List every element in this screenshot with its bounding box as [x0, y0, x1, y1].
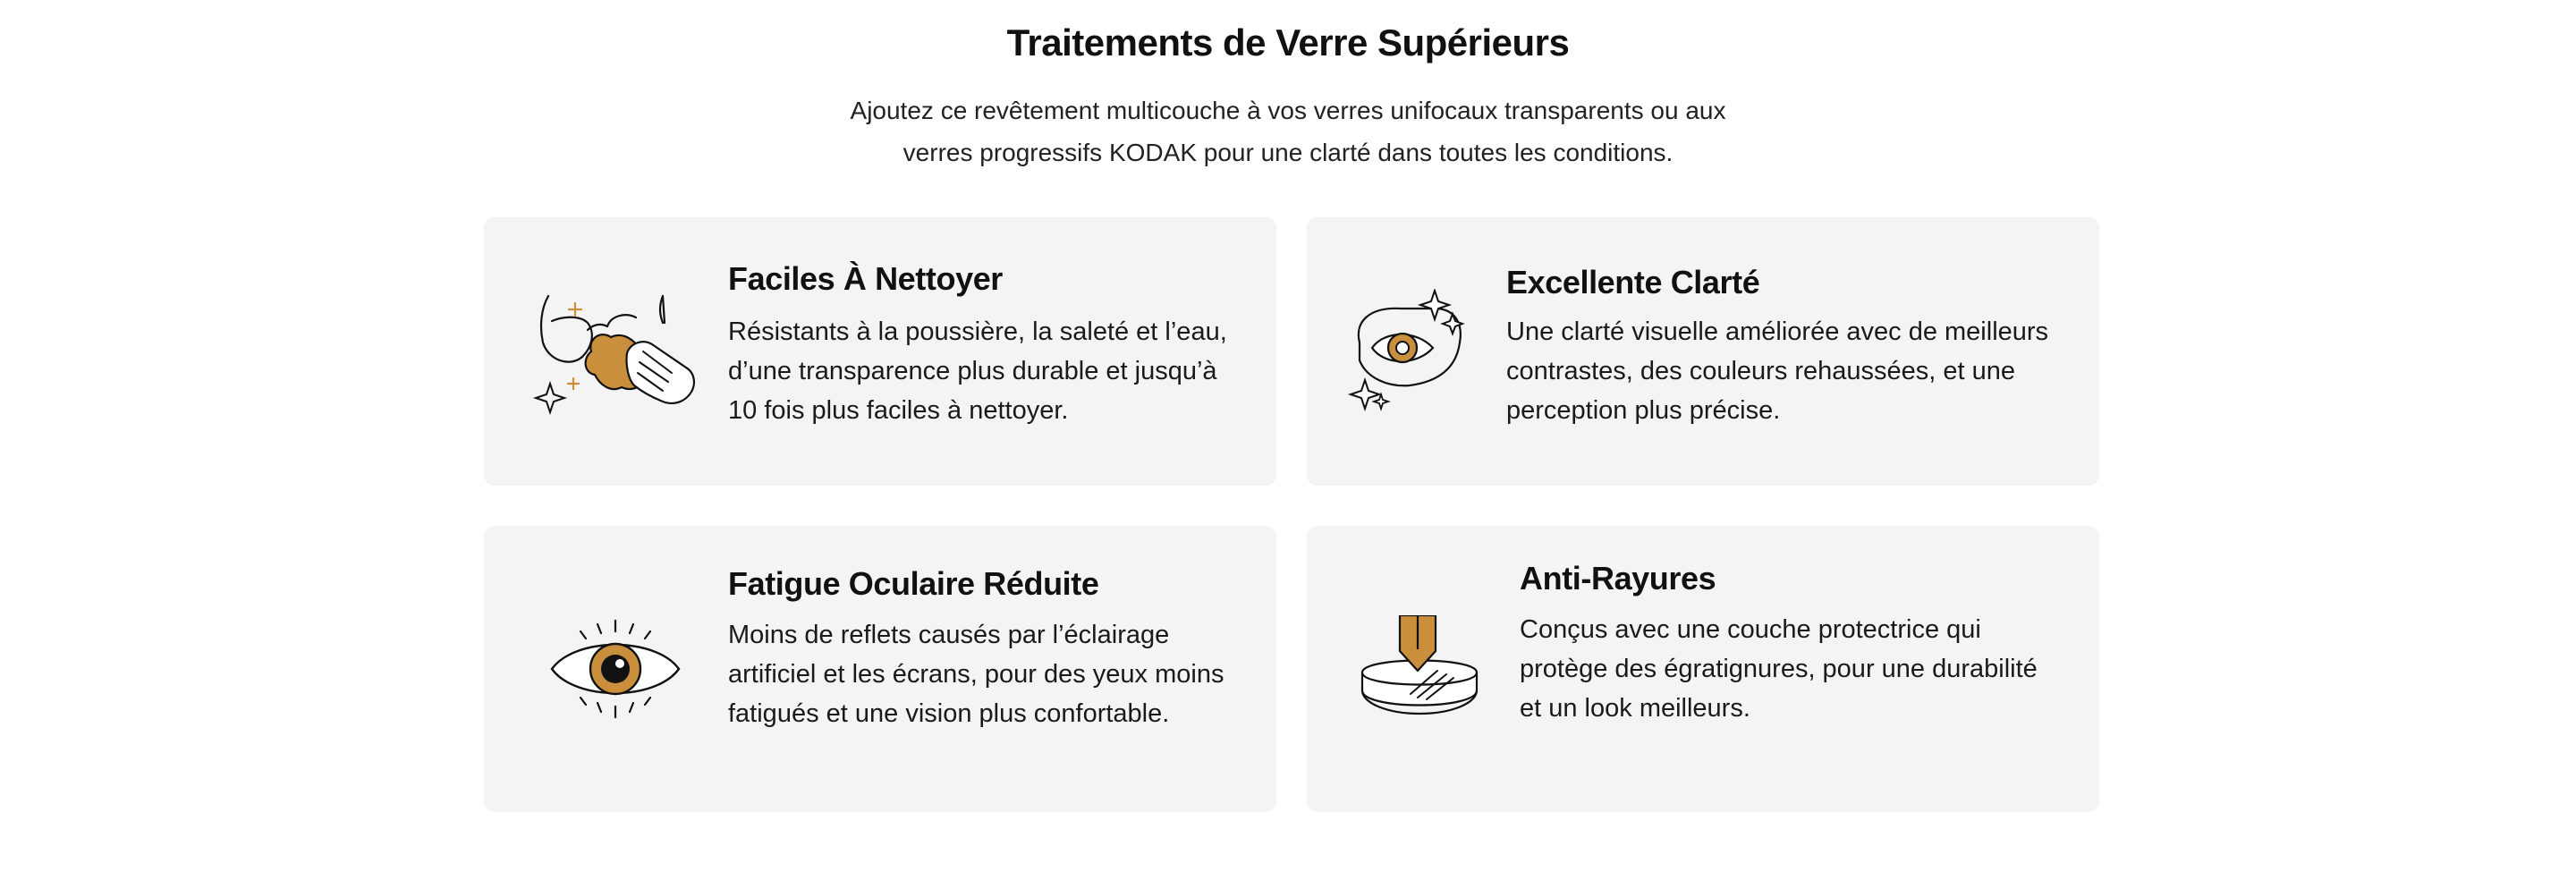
- feature-card-clarity: [1307, 217, 2099, 486]
- feature-text: Conçus avec une couche protectrice qui protège des égratignures, pour une durabilité et un look meilleurs.: [1520, 615, 2038, 723]
- feature-title: Excellente Clarté: [1506, 264, 1760, 300]
- feature-card-anti-scratch: [1307, 526, 2099, 812]
- feature-card-eye-strain: [484, 526, 1276, 812]
- sparkling-eye-icon: [1347, 289, 1472, 414]
- cleaning-glasses-icon: [529, 280, 708, 432]
- eye-icon: [548, 615, 682, 723]
- feature-text: Résistants à la poussière, la saleté et l’eau, d’une transparence plus durable et jusqu’à 10 fois plus faciles à nettoyer.: [728, 317, 1227, 425]
- feature-text: Moins de reflets causés par l’éclairage artificiel et les écrans, pour des yeux moins fatigués et une vision plus confortable.: [728, 621, 1224, 728]
- feature-text: Une clarté visuelle améliorée avec de meilleurs contrastes, des couleurs rehaussées, et une perception plus précise.: [1506, 317, 2049, 425]
- feature-card-easy-clean: [484, 217, 1276, 486]
- section-subtitle: Ajoutez ce revêtement multicouche à vos verres unifocaux transparents ou aux verres progressifs KODAK pour une clarté dans toutes les conditions.: [850, 97, 1726, 166]
- scratch-resistant-lens-icon: [1359, 615, 1484, 723]
- section-title: Traitements de Verre Supérieurs: [1006, 21, 1570, 63]
- feature-title: Anti-Rayures: [1520, 560, 1716, 597]
- feature-title: Faciles À Nettoyer: [728, 260, 1003, 297]
- feature-title: Fatigue Oculaire Réduite: [728, 565, 1099, 602]
